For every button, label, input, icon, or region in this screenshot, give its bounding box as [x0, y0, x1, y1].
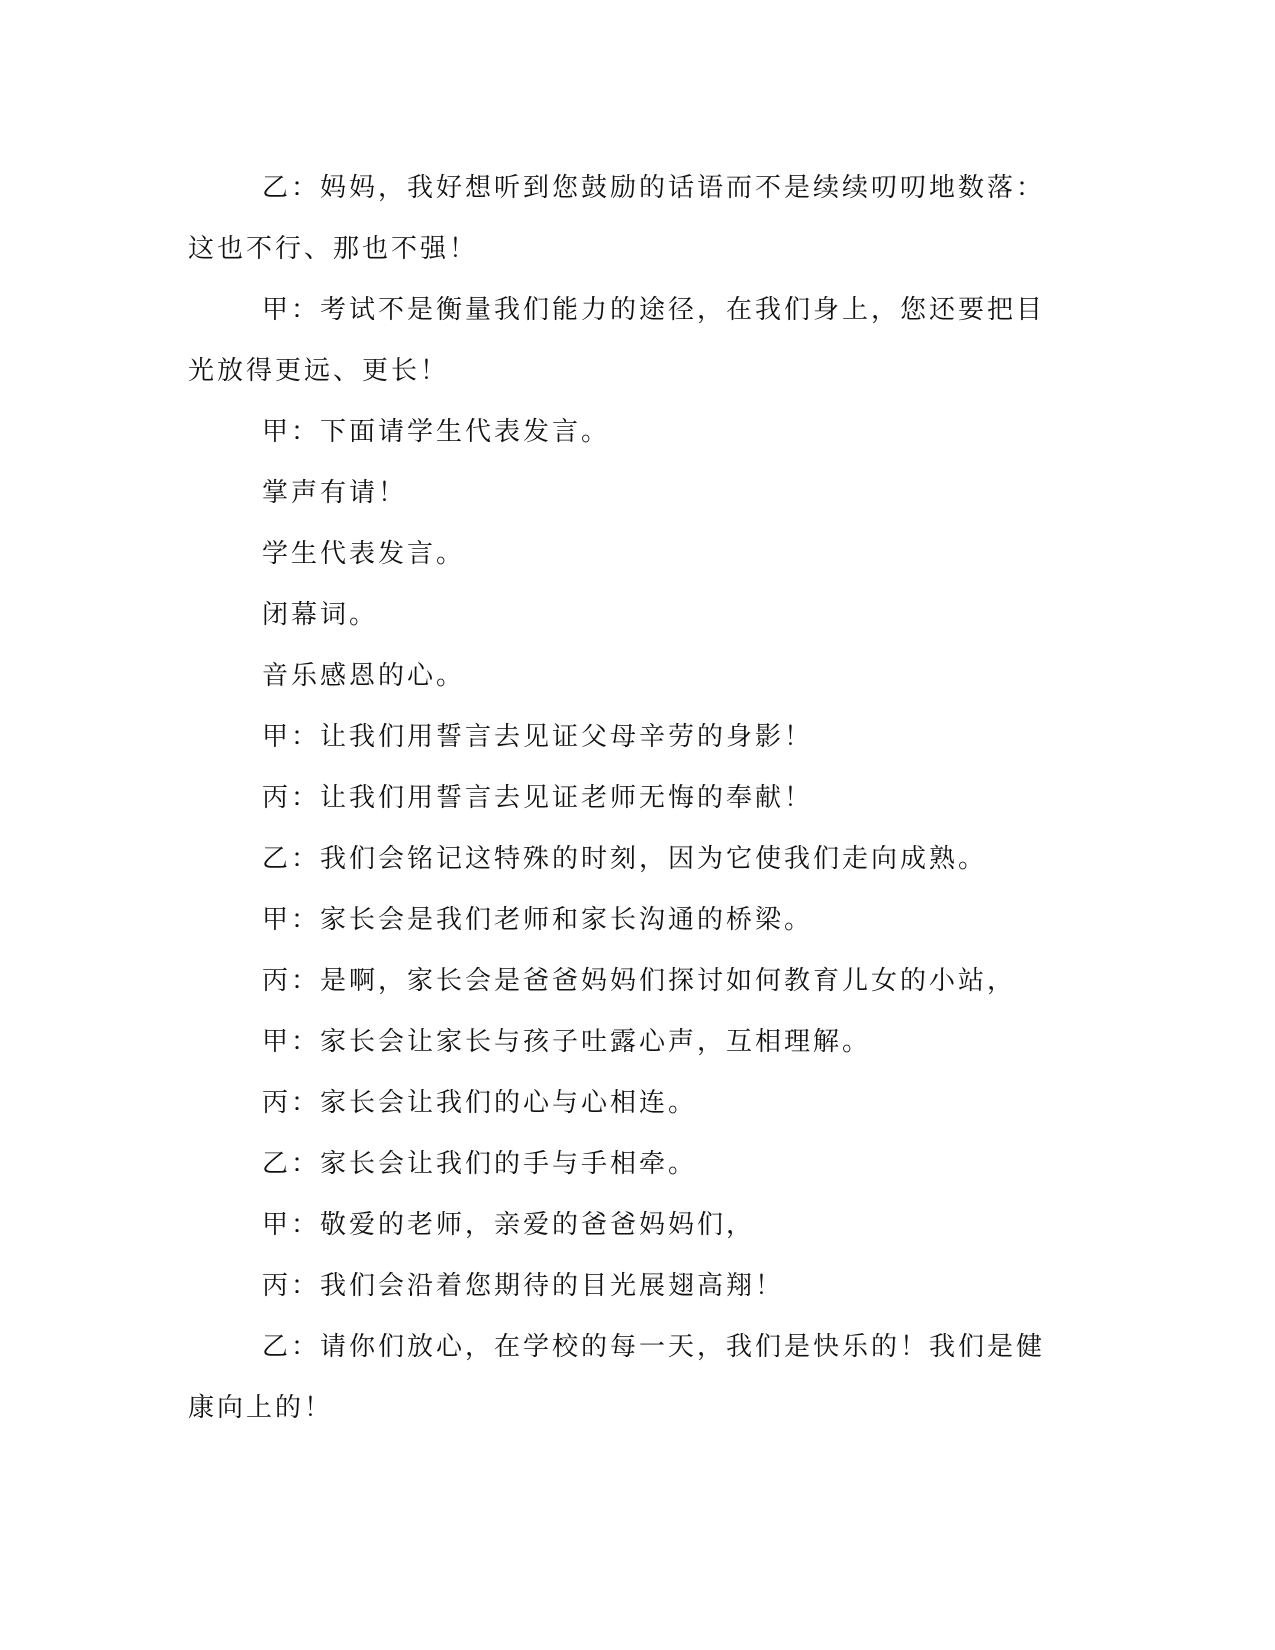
paragraph: 闭幕词。	[262, 600, 379, 630]
paragraph: 丙：让我们用誓言去见证老师无悔的奉献！	[262, 783, 814, 813]
paragraph: 丙：家长会让我们的心与心相连。	[262, 1088, 698, 1118]
paragraph: 音乐感恩的心。	[262, 661, 466, 691]
paragraph: 丙：是啊，家长会是爸爸妈妈们探讨如何教育儿女的小站，	[262, 966, 1017, 996]
paragraph: 甲：家长会是我们老师和家长沟通的桥梁。	[262, 905, 814, 935]
paragraph: 甲：敬爱的老师，亲爱的爸爸妈妈们，	[262, 1210, 756, 1240]
paragraph: 甲：让我们用誓言去见证父母辛劳的身影！	[262, 722, 814, 752]
paragraph: 甲：考试不是衡量我们能力的途径，在我们身上，您还要把目光放得更远、更长！	[188, 295, 1046, 386]
paragraph: 乙：请你们放心，在学校的每一天，我们是快乐的！我们是健康向上的！	[188, 1332, 1046, 1423]
paragraph: 学生代表发言。	[262, 539, 466, 569]
document-body	[188, 158, 1073, 1439]
paragraph: 甲：家长会让家长与孩子吐露心声，互相理解。	[262, 1027, 872, 1057]
paragraph: 丙：我们会沿着您期待的目光展翅高翔！	[262, 1271, 785, 1301]
paragraph: 乙：妈妈，我好想听到您鼓励的话语而不是续续叨叨地数落：这也不行、那也不强！	[188, 173, 1046, 264]
paragraph: 乙：我们会铭记这特殊的时刻，因为它使我们走向成熟。	[262, 844, 988, 874]
paragraph: 甲：下面请学生代表发言。	[262, 417, 611, 447]
paragraph: 掌声有请！	[262, 478, 408, 508]
paragraph: 乙：家长会让我们的手与手相牵。	[262, 1149, 698, 1179]
